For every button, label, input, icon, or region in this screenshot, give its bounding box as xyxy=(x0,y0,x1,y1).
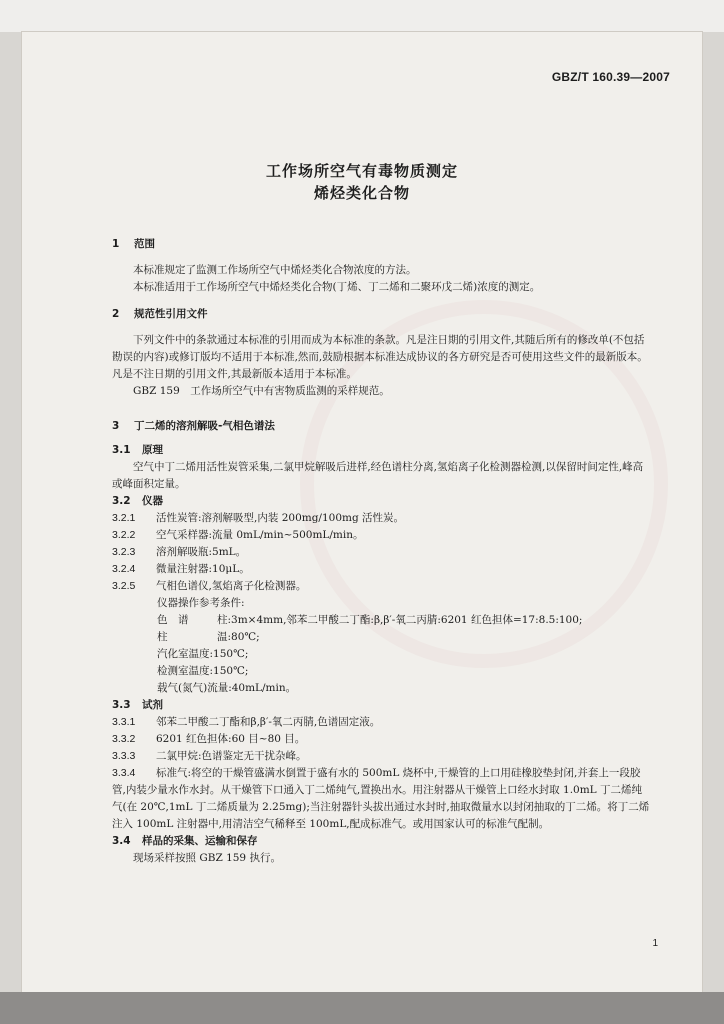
list-item: 3.2.4 微量注射器:10μL。 xyxy=(112,563,250,575)
scan-bottom-margin xyxy=(0,992,724,1024)
subsection-heading: 3.3 试剂 xyxy=(112,699,163,711)
paragraph: GBZ 159 工作场所空气中有害物质监测的采样规范。 xyxy=(133,385,390,397)
document-subtitle: 烯烃类化合物 xyxy=(313,184,410,202)
list-item: 3.2.2 空气采样器:流量 0mL/min~500mL/min。 xyxy=(112,529,364,541)
section-1 xyxy=(112,236,652,253)
paragraph: 现场采样按照 GBZ 159 执行。 xyxy=(133,852,281,864)
paragraph: 本标准规定了监测工作场所空气中烯烃类化合物浓度的方法。 xyxy=(133,264,417,276)
conditions-title: 仪器操作参考条件: xyxy=(157,597,245,609)
standard-number: GBZ/T 160.39—2007 xyxy=(551,70,670,84)
condition-row: 色 谱 柱:3m×4mm,邻苯二甲酸二丁酯:β,β′-氧二丙腈:6201 红色担体=17:8.5:100; xyxy=(157,614,583,626)
condition-row: 汽化室温度:150℃; xyxy=(157,648,249,660)
section-heading: 3 丁二烯的溶剂解吸-气相色谱法 xyxy=(112,420,275,432)
paragraph: 空气中丁二烯用活性炭管采集,二氯甲烷解吸后进样,经色谱柱分离,氢焰离子化检测器检测,以保留时间定性,峰高或峰面积定量。 xyxy=(112,461,644,490)
section-heading: 1 范围 xyxy=(112,238,155,250)
list-item: 3.2.1 活性炭管:溶剂解吸型,内装 200mg/100mg 活性炭。 xyxy=(112,512,405,524)
subsection-heading: 3.1 原理 xyxy=(112,444,163,456)
section-2-body xyxy=(112,332,652,400)
list-item-long: 3.3.4 标准气:将空的干燥管盛满水倒置于盛有水的 500mL 烧杯中,干燥管的上口用硅橡胶垫封闭,并套上一段胶管,内装少量水作水封。从干燥管下口通入丁二烯纯气,置换出水。用注射器从干燥管上口经水封取 1.0mL 丁二烯纯气(在 20℃,1mL 丁二烯质量为 2.25mg);当注射器针头拔出通过水封时,抽取微量水以封闭抽取的丁二烯。将丁二烯注入 100mL 注射器中,用清洁空气稀释至 100mL,配成标准气。或用国家认可的标准气配制。 xyxy=(112,767,650,830)
scan-top-margin xyxy=(0,0,724,32)
instrument-conditions xyxy=(112,595,652,697)
list-item: 3.3.3 二氯甲烷:色谱鉴定无干扰杂峰。 xyxy=(112,750,307,762)
paragraph: 下列文件中的条款通过本标准的引用而成为本标准的条款。凡是注日期的引用文件,其随后所有的修改单(不包括勘误的内容)或修订版均不适用于本标准,然而,鼓励根据本标准达成协议的各方研究是否可使用这些文件的最新版本。凡是不注日期的引用文件,其最新版本适用于本标准。 xyxy=(112,334,648,380)
subsection-heading: 3.2 仪器 xyxy=(112,495,163,507)
condition-row: 检测室温度:150℃; xyxy=(157,665,249,677)
list-item: 3.3.1 邻苯二甲酸二丁酯和β,β′-氧二丙腈,色谱固定液。 xyxy=(112,716,381,728)
condition-row: 柱 温:80℃; xyxy=(157,631,260,643)
subsection-heading: 3.4 样品的采集、运输和保存 xyxy=(112,835,258,847)
section-heading: 2 规范性引用文件 xyxy=(112,308,208,320)
list-item: 3.2.3 溶剂解吸瓶:5mL。 xyxy=(112,546,247,558)
condition-row: 载气(氮气)流量:40mL/min。 xyxy=(157,682,297,694)
section-2 xyxy=(112,306,652,323)
list-item: 3.3.2 6201 红色担体:60 目~80 目。 xyxy=(112,733,306,745)
document-title: 工作场所空气有毒物质测定 xyxy=(265,162,458,180)
section-1-body xyxy=(112,262,652,296)
section-3-body xyxy=(112,442,652,867)
list-item: 3.2.5 气相色谱仪,氢焰离子化检测器。 xyxy=(112,580,307,592)
section-3 xyxy=(112,418,652,435)
paragraph: 本标准适用于工作场所空气中烯烃类化合物(丁烯、丁二烯和二聚环戊二烯)浓度的测定。 xyxy=(133,281,541,293)
page-number: 1 xyxy=(652,938,658,949)
